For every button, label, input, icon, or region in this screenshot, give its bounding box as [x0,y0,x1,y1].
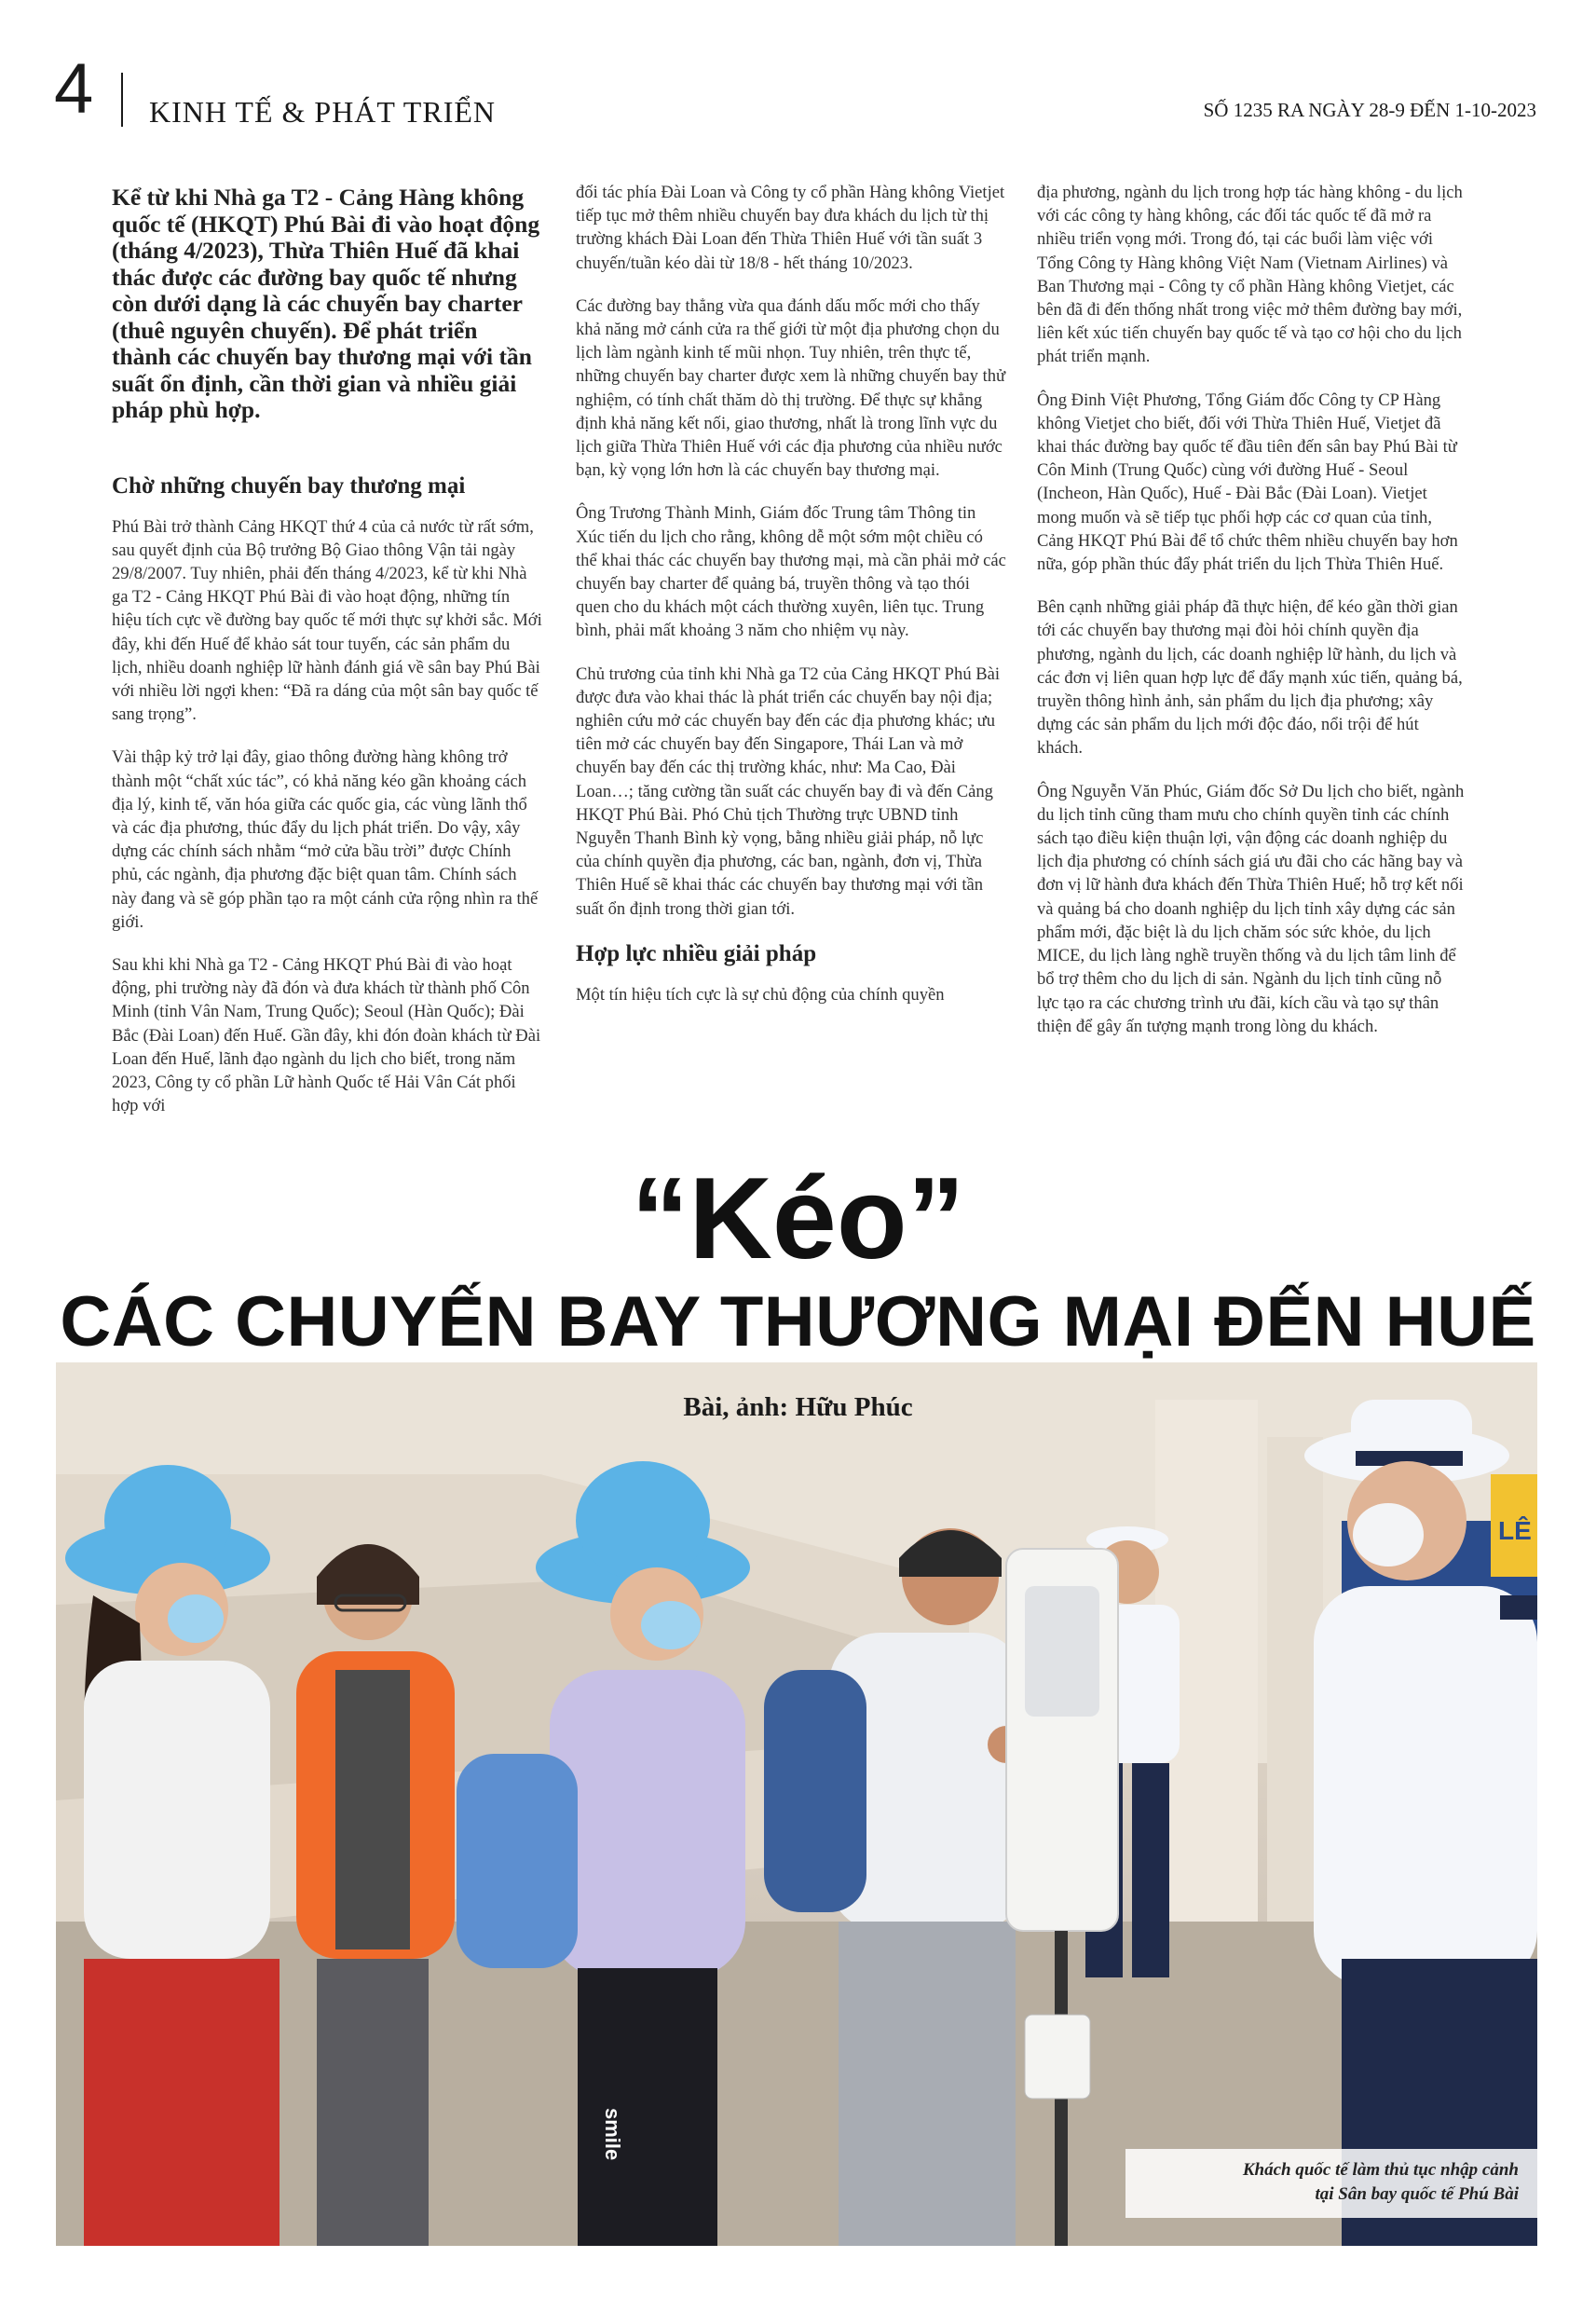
caption-line: Khách quốc tế làm thủ tục nhập cảnh [1242,2160,1519,2180]
airport-photo-illustration [56,1362,1537,2246]
subhead-commercial-flights: Chờ những chuyến bay thương mại [112,472,466,499]
article-column-2 [576,181,1006,1026]
section-title: KINH TẾ & PHÁT TRIỂN [149,95,496,129]
paragraph: Sau khi khi Nhà ga T2 - Cảng HKQT Phú Bài đi vào hoạt động, phi trường này đã đón và đưa khách từ thành phố Côn Minh (tỉnh Vân Nam, Trung Quốc); Seoul (Hàn Quốc); Đài Bắc (Đài Loan) đến Huế. Gần đây, khi đón đoàn khách từ Đài Loan đến Huế, lãnh đạo ngành du lịch cho biết, trong năm 2023, Công ty cổ phần Lữ hành Quốc tế Hải Vân Cát phối hợp với [112,954,541,1116]
photo-caption [1125,2149,1537,2218]
article-column-1 [112,185,542,1137]
paragraph: Phú Bài trở thành Cảng HKQT thứ 4 của cả nước từ rất sớm, sau quyết định của Bộ trưởng Bộ Giao thông Vận tải ngày 29/8/2007. Tuy nhiên, phải đến tháng 4/2023, kể từ khi Nhà ga T2 - Cảng HKQT Phú Bài đi vào hoạt động, những tín hiệu tích cực về đường bay quốc tế mới thực sự khởi sắc. Mới đây, khi đến Huế để khảo sát tour tuyến, các sản phẩm du lịch, nhiều doanh nghiệp lữ hành đánh giá về sân bay Phú Bài với nhiều lời ngợi khen: “Đã ra dáng của một sân bay quốc tế sang trọng”. [112,516,542,725]
pants-text: smile [601,2108,624,2161]
issue-info: SỐ 1235 RA NGÀY 28-9 ĐẾN 1-10-2023 [1203,99,1536,121]
headline: CÁC CHUYẾN BAY THƯƠNG MẠI ĐẾN HUẾ [60,1282,1536,1361]
paragraph: địa phương, ngành du lịch trong hợp tác hàng không - du lịch với các công ty hàng không, các đối tác quốc tế đã mở ra nhiều triển vọng mới. Trong đó, tại các buổi làm việc với Tổng Công ty Hàng không Việt Nam (Vietnam Airlines) và Ban Thương mại - Công ty cổ phần Hàng không Vietjet, các bên đã đi đến thống nhất trong việc mở thêm đường bay mới, liên kết xúc tiến chuyến bay quốc tế và tạo cơ hội cho du lịch phát triển mạnh. [1037,183,1463,367]
paragraph: đối tác phía Đài Loan và Công ty cổ phần Hàng không Vietjet tiếp tục mở thêm nhiều chuyến bay đưa khách du lịch từ thị trường khách Đài Loan đến Thừa Thiên Huế với tần suất 3 chuyến/tuần kéo dài từ 18/8 - hết tháng 10/2023. [576,183,1005,273]
airport-photo [56,1362,1537,2246]
header-divider [121,73,123,127]
byline: Bài, ảnh: Hữu Phúc [683,1392,913,1422]
backpack [457,1754,578,1968]
paragraph: Một tín hiệu tích cực là sự chủ động của chính quyền [576,984,945,1005]
sign-text: LÊ [1498,1516,1532,1545]
paragraph: Ông Đinh Việt Phương, Tổng Giám đốc Công ty CP Hàng không Vietjet cho biết, đối với Thừa Thiên Huế, Vietjet đã khai thác đường bay quốc tế đầu tiên đến sân bay Phú Bài từ Côn Minh (Trung Quốc) cùng với đường Huế - Seoul (Incheon, Hàn Quốc), Huế - Đài Bắc (Đài Loan). Vietjet mong muốn và sẽ tiếp tục phối hợp các cơ quan của tỉnh, Cảng HKQT Phú Bài để tổ chức thêm nhiều chuyến bay hơn nữa, góp phần thúc đẩy phát triển du lịch Thừa Thiên Huế. [1037,390,1458,575]
paragraph: Bên cạnh những giải pháp đã thực hiện, để kéo gần thời gian tới các chuyến bay thương mại đòi hỏi chính quyền địa phương, ngành du lịch, các doanh nghiệp lữ hành, du lịch và các đơn vị liên quan hợp lực để đẩy mạnh xúc tiến, quảng bá, truyền thông hình ảnh, sản phẩm du lịch địa phương; xây dựng các sản phẩm du lịch mới độc đáo, nổi trội để hút khách. [1037,597,1463,759]
paragraph: Các đường bay thẳng vừa qua đánh dấu mốc mới cho thấy khả năng mở cánh cửa ra thế giới từ một địa phương chọn du lịch làm ngành kinh tế mũi nhọn. Tuy nhiên, trên thực tế, những chuyến bay charter được xem là những chuyến bay thử nghiệm, có tính chất thăm dò thị trường. Để thực sự khẳng định khả năng kết nối, giao thương, nhất là trong lĩnh vực du lịch giữa Thừa Thiên Huế với các địa phương của nhiều nước bạn, kỳ vọng lớn hơn là các chuyến bay thương mại. [576,295,1006,481]
caption-line: tại Sân bay quốc tế Phú Bài [1315,2184,1519,2204]
subhead-combined-solutions: Hợp lực nhiều giải pháp [576,940,817,966]
paragraph: Vài thập kỷ trở lại đây, giao thông đường hàng không trở thành một “chất xúc tác”, có khả năng kéo gần khoảng cách địa lý, kinh tế, văn hóa giữa các quốc gia, các vùng lãnh thổ và các địa phương, thúc đẩy du lịch phát triển. Do vậy, xây dựng các chính sách nhằm “mở cửa bầu trời” được Chính phủ, các ngành, địa phương đặc biệt quan tâm. Chính sách này đang và sẽ góp phần tạo ra một cánh cửa rộng nhìn ra thế giới. [112,747,539,932]
page-number: 4 [54,49,94,129]
headline-keyword: “Kéo” [631,1155,965,1283]
paragraph: Ông Nguyễn Văn Phúc, Giám đốc Sở Du lịch cho biết, ngành du lịch tỉnh cũng tham mưu cho chính quyền tỉnh các chính sách tạo điều kiện thuận lợi, vận động các doanh nghiệp du lịch địa phương có chính sách giá ưu đãi cho các hãng bay và đơn vị lữ hành đưa khách đến Thừa Thiên Huế; hỗ trợ kết nối và quảng bá cho doanh nghiệp du lịch tỉnh xây dựng các sản phẩm mới, đặc biệt là du lịch chăm sóc sức khỏe, du lịch MICE, du lịch làng nghề truyền thống và du lịch tâm linh để bổ trợ thêm cho du lịch di sản. Ngành du lịch tỉnh cũng nỗ lực tạo ra các chương trình ưu đãi, kích cầu và tạo sự thân thiện để gây ấn tượng mạnh trong lòng du khách. [1037,781,1465,1036]
paragraph: Ông Trương Thành Minh, Giám đốc Trung tâm Thông tin Xúc tiến du lịch cho rằng, không dễ một sớm một chiều có thể khai thác các chuyến bay thương mại, mà cần phải mở các chuyến bay charter để quảng bá, truyền thông và tạo thói quen cho du khách một cách thường xuyên, liên tục. Trung bình, phải mất khoảng 3 năm cho nhiệm vụ này. [576,503,1006,641]
article-column-3 [1037,181,1467,1058]
paragraph: Chủ trương của tỉnh khi Nhà ga T2 của Cảng HKQT Phú Bài được đưa vào khai thác là phát triển các chuyến bay nội địa; nghiên cứu mở các chuyến bay đến các địa phương khác; ưu tiên mở các chuyến bay đến Singapore, Thái Lan và mở chuyến bay đến các thị trường khác, như: Ma Cao, Đài Loan…; tăng cường tần suất các chuyến bay đi và đến Cảng HKQT Phú Bài. Phó Chủ tịch Thường trực UBND tỉnh Nguyễn Thanh Bình kỳ vọng, bằng nhiều giải pháp, nỗ lực của chính quyền địa phương, các ban, ngành, đơn vị, Thừa Thiên Huế sẽ khai thác các chuyến bay thương mại với tần suất ổn định trong thời gian tới. [576,664,1001,919]
article-lead: Kể từ khi Nhà ga T2 - Cảng Hàng không quốc tế (HKQT) Phú Bài đi vào hoạt động (tháng 4/2023), Thừa Thiên Huế đã khai thác được các đường bay quốc tế nhưng còn dưới dạng là các chuyến bay charter (thuê nguyên chuyến). Để phát triển thành các chuyến bay thương mại với tần suất ổn định, cần thời gian và nhiều giải pháp phù hợp. [112,184,540,423]
